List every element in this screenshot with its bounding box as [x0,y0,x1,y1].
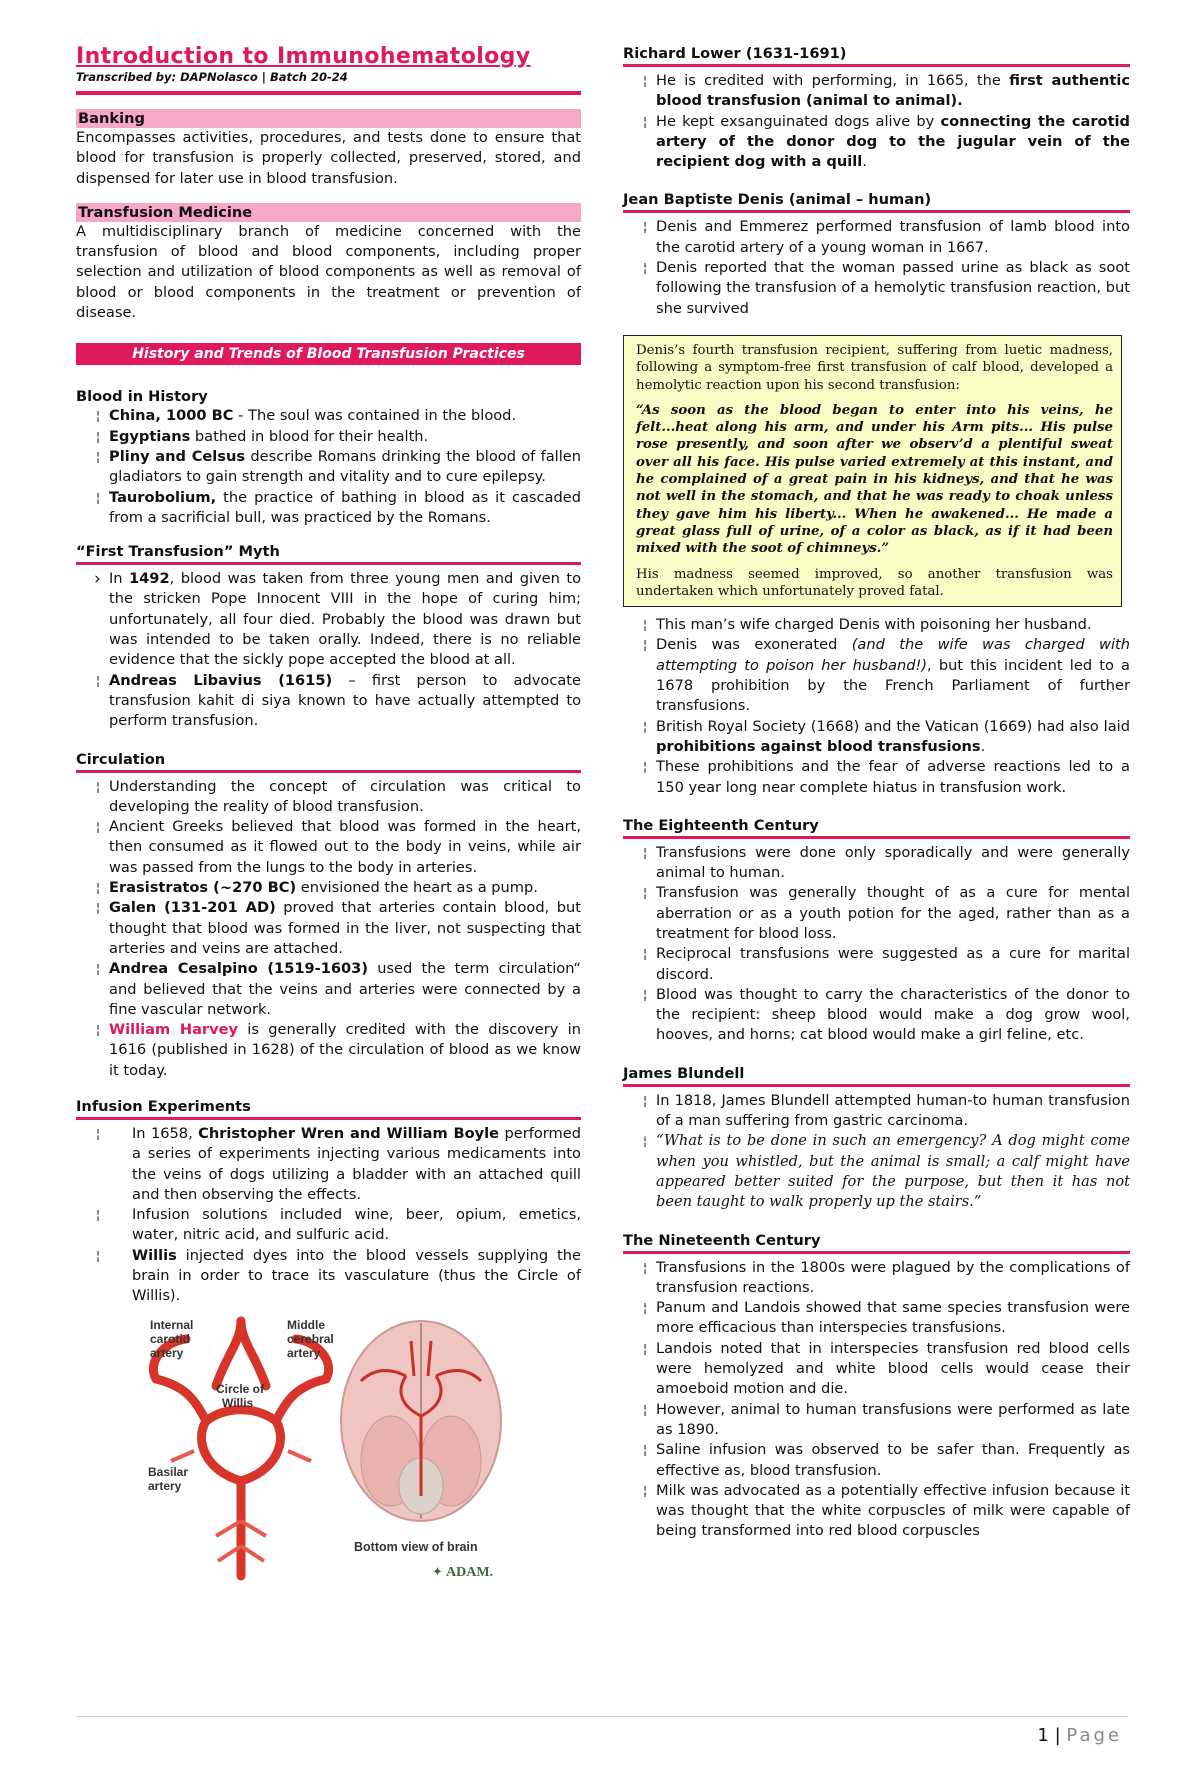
denis-heading: Jean Baptiste Denis (animal – human) [623,191,932,209]
section-divider [76,770,581,773]
transfusion-medicine-definition: A multidisciplinary branch of medicine concerned with the transfusion of blood and blood components, including proper selection and utilization of blood components as well as removal of blood or blood components in the treatment or prevention of disease. [76,222,581,322]
list-item: ¦ Blood was thought to carry the characteristics of the donor to the recipient: sheep blood would make a dog grow wool, hooves, and horns; cat blood would make a girl feline, etc. [623,985,1130,1046]
first-transfusion-list [76,569,581,731]
list-item: ¦ In 1658, Christopher Wren and William Boyle performed a series of experiments injecting various medicaments into the veins of dogs utilizing a bladder with an attached quill and then observing the effects. [76,1124,581,1205]
list-item: ¦ Transfusion was generally thought of as a cure for mental aberration or as a youth potion for the aged, rather than as a treatment for blood loss. [623,883,1130,944]
list-item: ¦ Ancient Greeks believed that blood was formed in the heart, then consumed as it flowed out to the body in veins, while air was passed from the lungs to the body in arteries. [76,817,581,878]
list-item: ¦ This man’s wife charged Denis with poisoning her husband. [623,615,1130,635]
list-item: ¦ In 1818, James Blundell attempted human-to human transfusion of a man suffering from gastric carcinoma. [623,1091,1130,1132]
list-item: ¦ Panum and Landois showed that same species transfusion were more efficacious than interspecies transfusions. [623,1298,1130,1339]
quote-outro: His madness seemed improved, so another transfusion was undertaken which unfortunately proved fatal. [636,566,1113,599]
circle-of-willis-illustration [76,1311,536,1586]
list-item: ¦ He kept exsanguinated dogs alive by connecting the carotid artery of the donor dog to the jugular vein of the recipient dog with a quill. [623,112,1130,173]
section-divider [623,836,1130,839]
bottom-view-caption: Bottom view of brain [354,1539,478,1554]
list-item: ¦ Taurobolium, the practice of bathing in blood as it cascaded from a sacrificial bull, was practiced by the Romans. [76,488,581,529]
left-column [76,44,581,1586]
history-section-banner: History and Trends of Blood Transfusion Practices [76,343,581,365]
section-divider [76,1117,581,1120]
page-separator: | [1054,1725,1061,1746]
list-item: ¦ China, 1000 BC - The soul was contained in the blood. [76,406,581,426]
list-item: ¦ Willis injected dyes into the blood vessels supplying the brain in order to trace its vasculature (thus the Circle of Willis). [76,1246,581,1307]
svg-text:Internal carotid: Internal carotid artery Middle cerebral artery Circle of Willis Basilar artery [148,1317,334,1493]
quote-text: “As soon as the blood began to enter into his veins, he felt...heat along his arm, and under his Arm pits... His pulse rose presently, and soon after we observ’d a plentiful sweat over all his face. His pulse varied extremely at this instant, and he complained of a great pain in his kidneys, and that he was not well in the stomach, and that he was ready to choak unless they gave him his liberty... When he awakened... He made a great glass full of urine, of a color as black, as if it had been mixed with the soot of chimneys.” [636,402,1113,557]
circle-of-willis-label: Circle of [216,1381,265,1396]
first-transfusion-heading: “First Transfusion” Myth [76,543,280,561]
banking-definition: Encompasses activities, procedures, and tests done to ensure that blood for transfusion is properly collected, preserved, stored, and dispensed for later use in blood transfusion. [76,129,581,187]
richard-lower-list [623,71,1130,172]
page-number: 1 [1037,1725,1049,1746]
section-divider [623,64,1130,67]
james-blundell-heading: James Blundell [623,1064,745,1082]
section-divider [623,1251,1130,1254]
circulation-heading: Circulation [76,750,166,768]
adam-logo: ADAM. [446,1564,494,1580]
page-title: Introduction to Immunohematology [76,44,531,69]
denis-list [623,217,1130,318]
middle-cerebral-label: Middle [287,1317,325,1332]
list-item: ¦ Galen (131-201 AD) proved that arteries contain blood, but thought that blood was formed in the liver, not suspecting that arteries and veins are attached. [76,898,581,959]
basilar-artery-label: Basilar [148,1464,189,1479]
infusion-experiments-heading: Infusion Experiments [76,1097,251,1115]
nineteenth-century-heading: The Nineteenth Century [623,1231,821,1249]
denis-quote-box [623,335,1122,607]
transfusion-medicine-heading: Transfusion Medicine [76,203,581,222]
right-column [623,44,1130,1542]
eighteenth-century-heading: The Eighteenth Century [623,816,819,834]
list-item: ¦ Egyptians bathed in blood for their health. [76,427,581,447]
brain-icon [341,1321,501,1521]
eighteenth-century-list [623,843,1130,1046]
list-item: ¦ Infusion solutions included wine, beer, opium, emetics, water, nitric acid, and sulfuric acid. [76,1205,581,1246]
footer-divider [76,1716,1128,1717]
adam-logo-icon: ✦ [432,1564,443,1580]
circulation-list [76,777,581,1081]
list-item: ¦ Transfusions were done only sporadically and were generally animal to human. [623,843,1130,884]
list-item: ¦ Denis was exonerated (and the wife was charged with attempting to poison her husband!), but this incident led to a 1678 prohibition by the French Parliament of further transfusions. [623,635,1130,716]
list-item: ¦ Andrea Cesalpino (1519-1603) used the term circulation“ and believed that the veins and arteries were connected by a fine vascular network. [76,959,581,1020]
list-item: ¦ “What is to be done in such an emergency? A dog might come when you whistled, but the animal is small; a calf might have appeared better suited for the purpose, but then it has not been taught to walk properly up the stairs.” [623,1131,1130,1212]
list-item: ¦ These prohibitions and the fear of adverse reactions led to a 150 year long near complete hiatus in transfusion work. [623,757,1130,798]
section-divider [76,562,581,565]
list-item: ¦ Reciprocal transfusions were suggested as a cure for marital discord. [623,944,1130,985]
list-item: ¦ Andreas Libavius (1615) – first person to advocate transfusion kahit di siya known to have actually attempted to perform transfusion. [76,671,581,732]
blood-in-history-heading: Blood in History [76,388,208,406]
list-item: ¦ Transfusions in the 1800s were plagued by the complications of transfusion reactions. [623,1258,1130,1299]
list-item: ¦ Understanding the concept of circulation was critical to developing the reality of blood transfusion. [76,777,581,818]
list-item: › In 1492, blood was taken from three young men and given to the stricken Pope Innocent VIII in the hope of curing him; unfortunately, all four died. Probably the blood was drawn but was intended to be taken orally. Indeed, there is no reliable evidence that the sickly pope accepted the blood at all. [76,569,581,670]
list-item: ¦ However, animal to human transfusions were performed as late as 1890. [623,1400,1130,1441]
section-divider [623,1084,1130,1087]
circle-of-willis-figure [76,1311,536,1586]
banking-heading: Banking [76,109,581,128]
list-item: ¦ Landois noted that in interspecies transfusion red blood cells were hemolyzed and white blood cells would cease their amoeboid motion and die. [623,1339,1130,1400]
list-item: ¦ Erasistratos (~270 BC) envisioned the heart as a pump. [76,878,581,898]
list-item: ¦ Saline infusion was observed to be safer than. Frequently as effective as, blood transfusion. [623,1440,1130,1481]
list-item: ¦ British Royal Society (1668) and the Vatican (1669) had also laid prohibitions against blood transfusions. [623,717,1130,758]
blood-in-history-list [76,406,581,528]
page-word: Page [1066,1725,1122,1746]
richard-lower-heading: Richard Lower (1631-1691) [623,45,847,62]
list-item: ¦ He is credited with performing, in 1665, the first authentic blood transfusion (animal to animal). [623,71,1130,112]
page-footer [1037,1725,1122,1746]
list-item: ¦ Milk was advocated as a potentially effective infusion because it was thought that the white corpuscles of milk were capable of being transformed into red blood corpuscles [623,1481,1130,1542]
denis-aftermath-list [623,615,1130,798]
internal-carotid-label: Internal [150,1317,194,1332]
list-item: ¦ Denis and Emmerez performed transfusion of lamb blood into the carotid artery of a young woman in 1667. [623,217,1130,258]
title-divider [76,91,581,95]
quote-intro: Denis’s fourth transfusion recipient, suffering from luetic madness, following a symptom-free first transfusion of calf blood, developed a hemolytic reaction upon his second transfusion: [636,342,1113,393]
list-item: ¦ Denis reported that the woman passed urine as black as soot following the transfusion of a hemolytic transfusion reaction, but she survived [623,258,1130,319]
nineteenth-century-list [623,1258,1130,1542]
section-divider [623,210,1130,213]
james-blundell-list [623,1091,1130,1213]
transcriber-credit: Transcribed by: DAPNolasco | Batch 20-24 [76,70,348,84]
infusion-experiments-list [76,1124,581,1307]
list-item: ¦ Pliny and Celsus describe Romans drinking the blood of fallen gladiators to gain strength and vitality and to cure epilepsy. [76,447,581,488]
list-item: ¦ William Harvey is generally credited with the discovery in 1616 (published in 1628) of the circulation of blood as we know it today. [76,1020,581,1081]
